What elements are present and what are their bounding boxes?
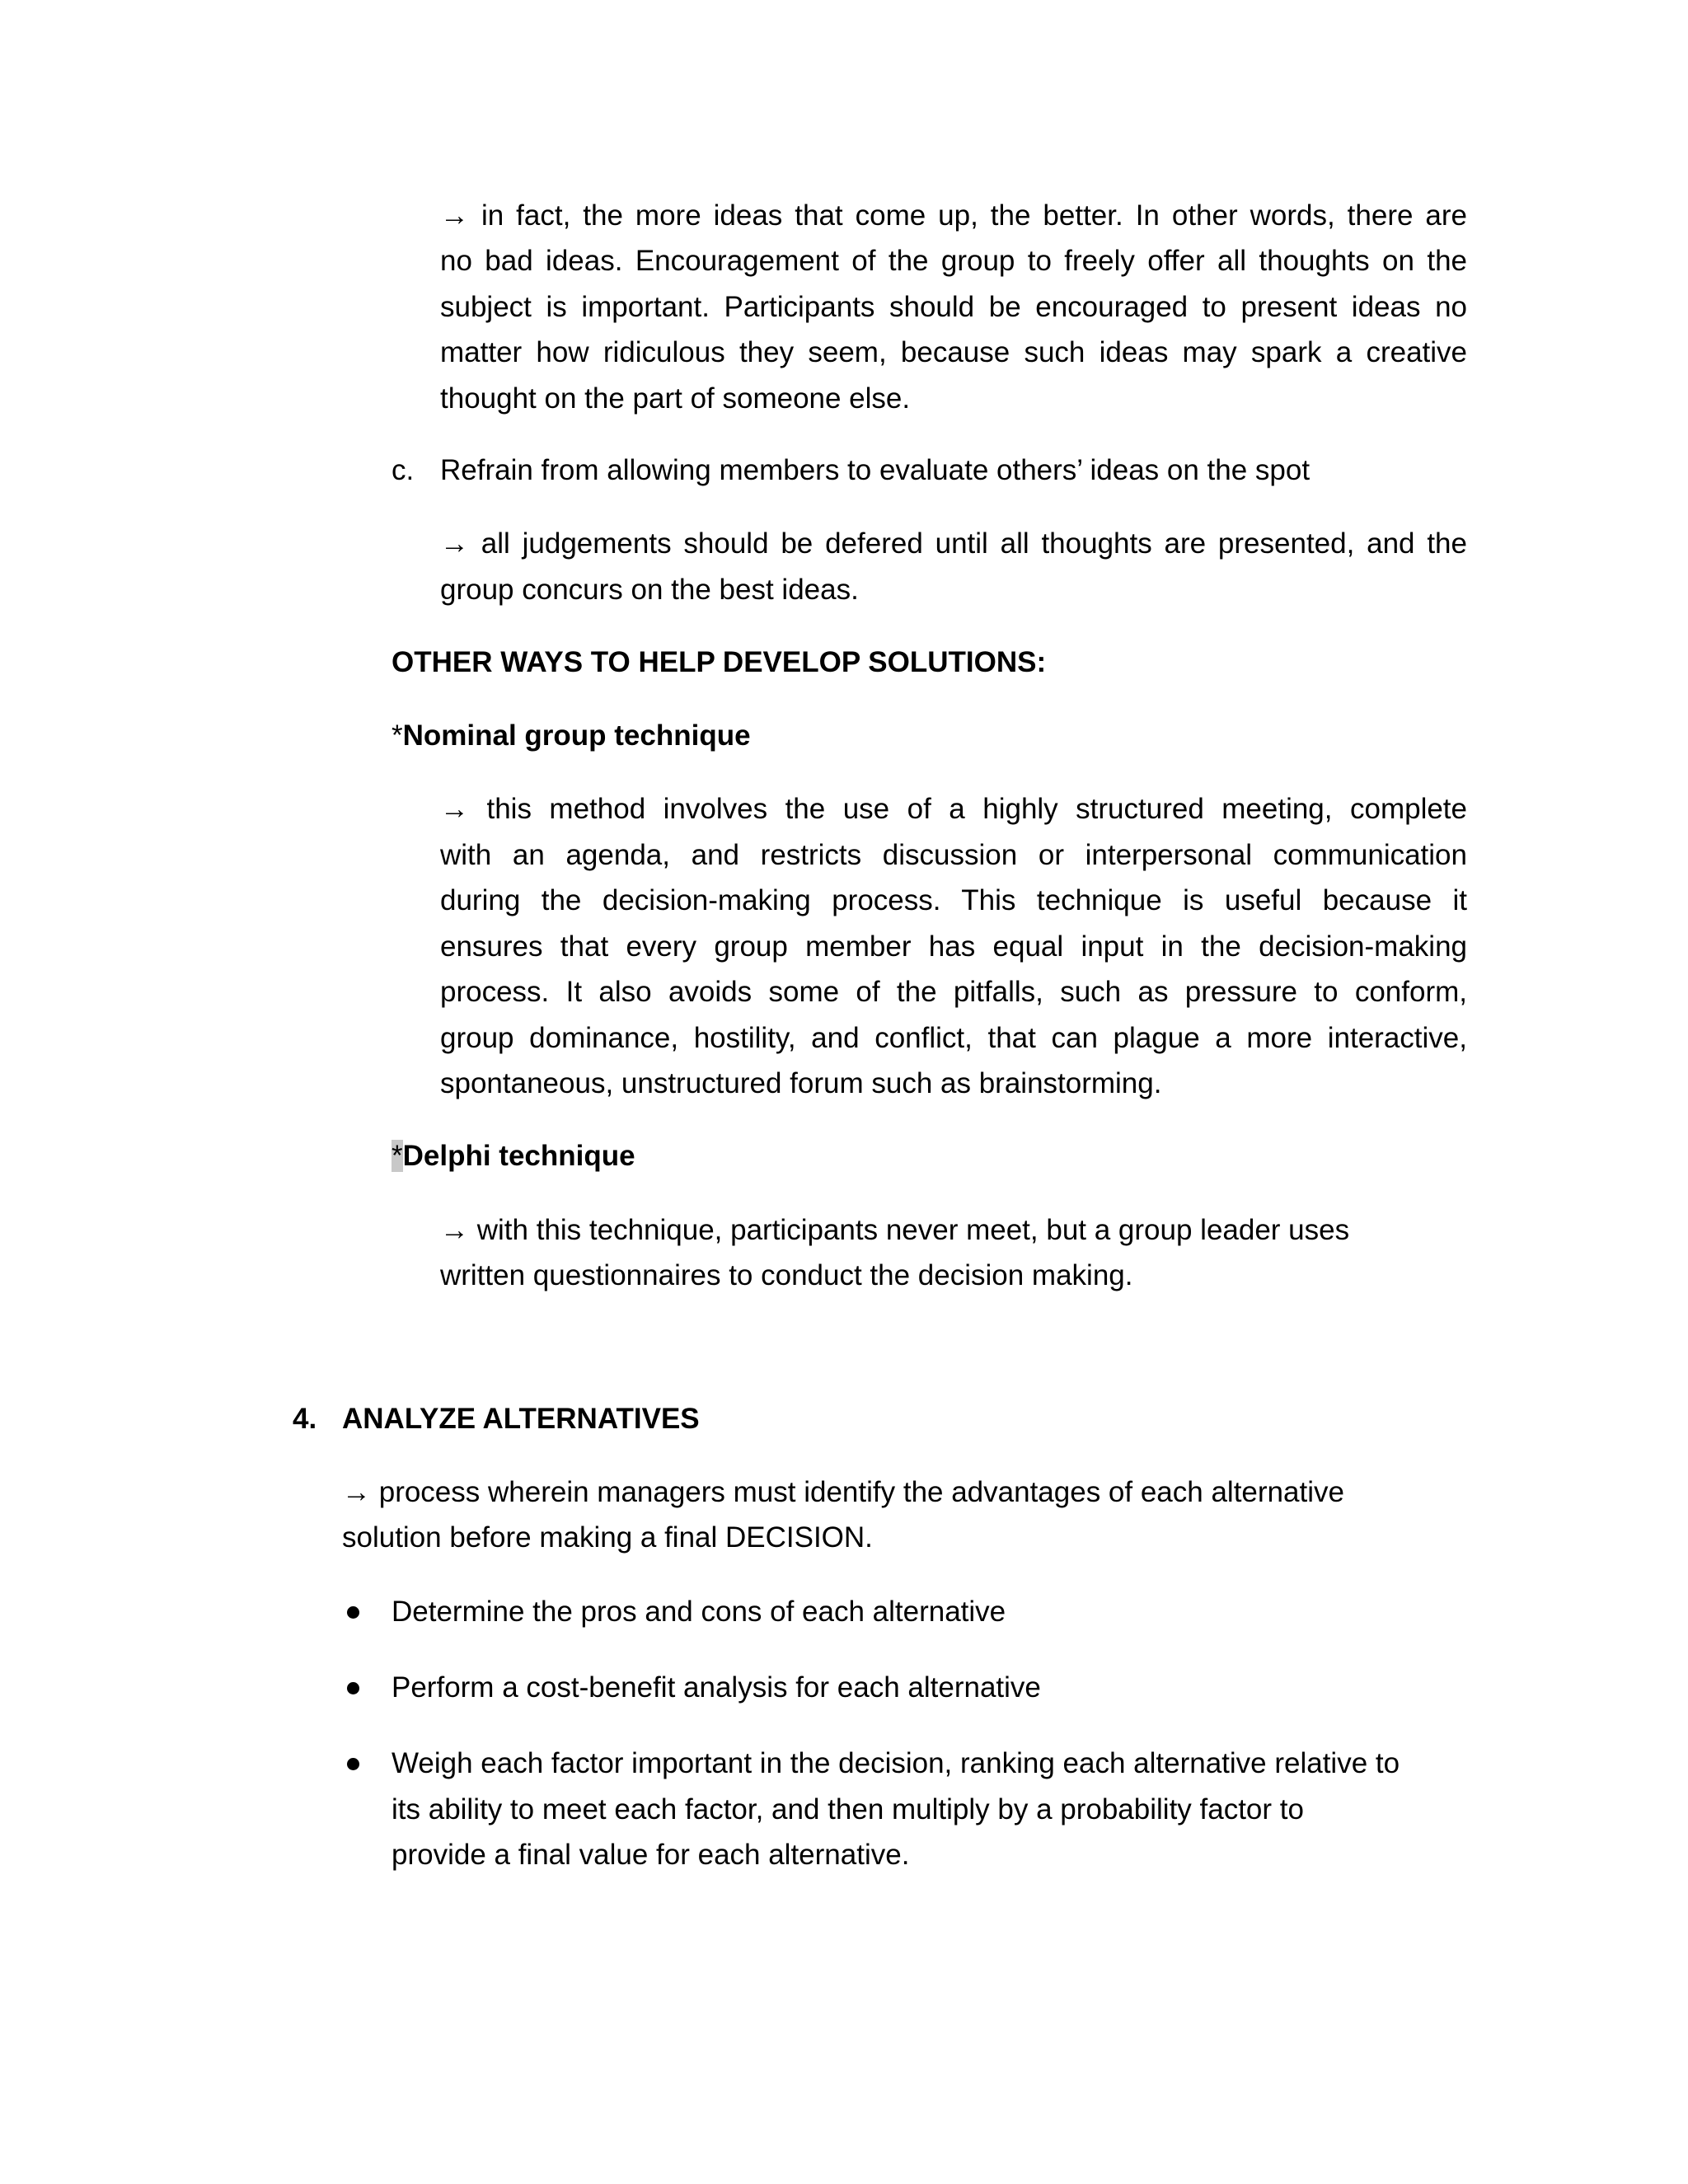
delphi-heading bbox=[392, 1133, 635, 1179]
para-a-line-3: subject is important. Participants should be encouraged to present ideas no bbox=[440, 291, 1467, 323]
other-ways-heading: OTHER WAYS TO HELP DEVELOP SOLUTIONS: bbox=[392, 646, 1047, 678]
delphi-star: * bbox=[392, 1140, 403, 1172]
item-c-text: Refrain from allowing members to evaluate others’ ideas on the spot bbox=[440, 454, 1311, 486]
bullet-2-text: Perform a cost-benefit analysis for each alternative bbox=[392, 1671, 1041, 1704]
nominal-line-3: during the decision-making process. This technique is useful because it bbox=[440, 884, 1467, 916]
item-c-note-line-2: group concurs on the best ideas. bbox=[440, 574, 859, 606]
bullet-3-line-1: Weigh each factor important in the decision, ranking each alternative relative to bbox=[392, 1747, 1400, 1779]
nominal-line-7: spontaneous, unstructured forum such as brainstorming. bbox=[440, 1067, 1162, 1099]
nominal-star: * bbox=[392, 719, 403, 752]
section-4-title: ANALYZE ALTERNATIVES bbox=[342, 1403, 700, 1435]
delphi-title: Delphi technique bbox=[402, 1140, 635, 1172]
bullet-3-line-2: its ability to meet each factor, and then multiply by a probability factor to bbox=[392, 1793, 1304, 1825]
section-4-intro-line-1: → process wherein managers must identify the advantages of each alternative bbox=[342, 1476, 1344, 1508]
bullet-1-icon bbox=[347, 1606, 359, 1619]
bullet-1-text: Determine the pros and cons of each alternative bbox=[392, 1596, 1006, 1628]
bullet-3-line-3: provide a final value for each alternative. bbox=[392, 1839, 910, 1871]
para-a-line-4: matter how ridiculous they seem, because such ideas may spark a creative bbox=[440, 336, 1467, 368]
item-c-marker: c. bbox=[392, 454, 415, 486]
para-a-line-5: thought on the part of someone else. bbox=[440, 382, 911, 415]
nominal-line-2: with an agenda, and restricts discussion or interpersonal communication bbox=[440, 839, 1467, 871]
section-4-number: 4. bbox=[293, 1403, 317, 1435]
delphi-line-2: written questionnaires to conduct the decision making. bbox=[440, 1259, 1133, 1291]
para-a-line-1: → in fact, the more ideas that come up, the better. In other words, there are bbox=[440, 199, 1467, 232]
nominal-line-6: group dominance, hostility, and conflict, that can plague a more interactive, bbox=[440, 1022, 1467, 1054]
delphi-line-1: → with this technique, participants never meet, but a group leader uses bbox=[440, 1214, 1350, 1246]
item-c-note-line-1: → all judgements should be defered until all thoughts are presented, and the bbox=[440, 527, 1467, 560]
nominal-heading bbox=[392, 713, 751, 759]
nominal-title: Nominal group technique bbox=[402, 719, 751, 752]
para-a-line-2: no bad ideas. Encouragement of the group to freely offer all thoughts on the bbox=[440, 245, 1467, 277]
nominal-line-5: process. It also avoids some of the pitfalls, such as pressure to conform, bbox=[440, 976, 1467, 1008]
nominal-line-1: → this method involves the use of a highly structured meeting, complete bbox=[440, 793, 1467, 825]
bullet-2-icon bbox=[347, 1682, 359, 1694]
section-4-intro-line-2: solution before making a final DECISION. bbox=[342, 1521, 873, 1554]
nominal-line-4: ensures that every group member has equal input in the decision-making bbox=[440, 930, 1467, 963]
bullet-3-icon bbox=[347, 1758, 359, 1770]
